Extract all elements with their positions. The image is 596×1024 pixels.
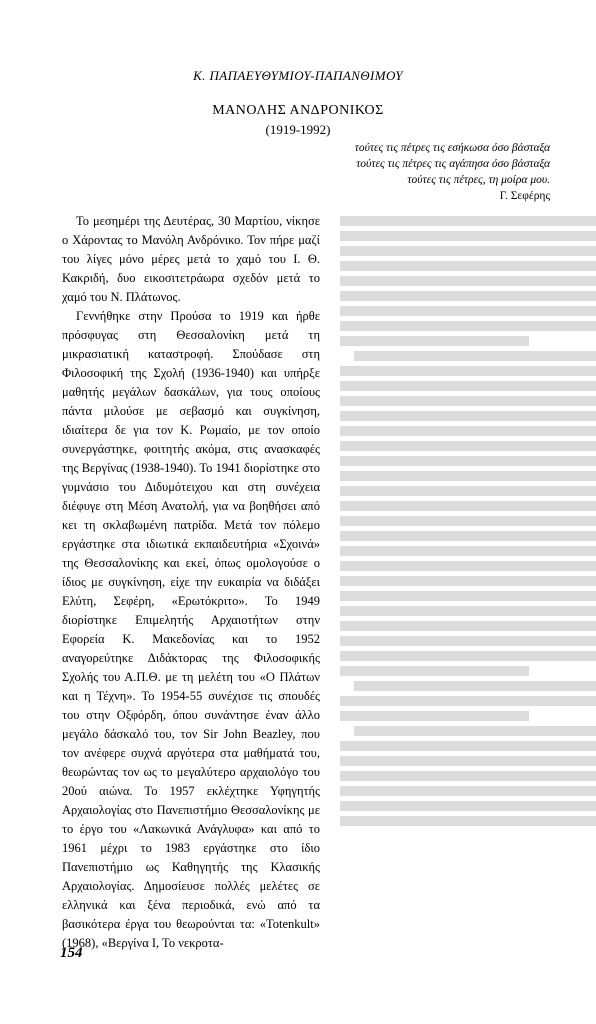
left-column bbox=[62, 212, 320, 953]
text-line bbox=[340, 801, 596, 811]
text-line bbox=[340, 471, 596, 481]
text-line bbox=[340, 336, 529, 346]
text-line bbox=[340, 246, 596, 256]
text-line bbox=[340, 741, 596, 751]
text-line bbox=[340, 426, 596, 436]
text-line bbox=[340, 546, 596, 556]
text-line bbox=[340, 231, 596, 241]
text-line bbox=[340, 651, 596, 661]
text-line bbox=[354, 681, 596, 691]
paragraph-block bbox=[340, 216, 596, 346]
text-line bbox=[354, 726, 596, 736]
text-line bbox=[340, 666, 529, 676]
text-line bbox=[340, 411, 596, 421]
text-line bbox=[340, 606, 596, 616]
text-line bbox=[340, 516, 596, 526]
text-line bbox=[340, 396, 596, 406]
text-line bbox=[340, 441, 596, 451]
text-line bbox=[340, 561, 596, 571]
text-line bbox=[340, 306, 596, 316]
paragraph: Το μεσημέρι της Δευτέρας, 30 Μαρτίου, νίκησε ο Χάροντας το Μανόλη Ανδρόνικο. Τον πήρε μαζί του λίγες μόνο μέρες μετά το χαμό του Ι. Θ. Κακριδή, δυο εικοσιτετράωρα σχεδόν μετά το χαμό του Ν. Πλάτωνος. bbox=[62, 214, 320, 304]
epigraph-line: τούτες τις πέτρες τις εσήκωσα όσο βάσταξα bbox=[354, 142, 550, 154]
text-line bbox=[340, 756, 596, 766]
text-line bbox=[340, 576, 596, 586]
epigraph-line: τούτες τις πέτρες, τη μοίρα μου. bbox=[407, 174, 550, 186]
text-line bbox=[340, 501, 596, 511]
text-line bbox=[340, 771, 596, 781]
paragraph-block bbox=[340, 726, 596, 826]
paragraph: Γεννήθηκε στην Προύσα το 1919 και ήρθε πρόσφυγας στη Θεσσαλονίκη μετά τη μικρασιατική καταστροφή. Σπούδασε στη Φιλοσοφική της Σχολή (1936-1940) και υπήρξε μαθητής μεγάλων δασκάλων, για τους οποίους πάντα μιλούσε με σεβασμό και συγκίνηση, ιδιαίτερα δε για τον Κ. Ρωμαίο, με τον οποίο συνεργάστηκε, φοιτητής ακόμα, στις ανασκαφές της Βεργίνας (1938-1940). Το 1941 διορίστηκε στο γυμνάσιο του Διδυμότειχου και στη συνέχεια διέφυγε στη Μέση Ανατολή, για να βοηθήσει από κει τη σκλαβωμένη πατρίδα. Μετά τον πόλεμο εργάστηκε στα ιδιωτικά εκπαιδευτήρια «Σχοινά» της Θεσσαλονίκης και εκεί, όπως ομολογούσε ο ίδιος με συγκίνηση, είχε την ευκαιρία να διδάξει Ελύτη, Σεφέρη, «Ερωτόκριτο». Το 1949 διορίστηκε Επιμελητής Αρχαιοτήτων στην Εφορεία Κ. Μακεδονίας και το 1952 αναγορεύτηκε Διδάκτορας της Φιλοσοφικής Σχολής του Α.Π.Θ. με τη μελέτη του «Ο Πλάτων και η Τέχνη». Το 1954-55 συνέχισε τις σπουδές του στην Οξφόρδη, όπου συνάντησε έναν άλλο μεγάλο δάσκαλό του, τον Sir John Beazley, που τον ανέφερε συχνά αργότερα στα μαθήματά του, θεωρώντας τον ως το μεγαλύτερο αρχαιολόγο του 20ού αιώνα. Το 1957 εκλέχτηκε Υφηγητής Αρχαιολογίας στο Πανεπιστήμιο Θεσσαλονίκης με το έργο του «Λακωνικά Ανάγλυφα» και από το 1961 μέχρι το 1983 εργάστηκε στο ίδιο Πανεπιστήμιο ως Καθηγητής της Κλασικής Αρχαιολογίας. Δημοσίευσε πολλές μελέτες σε ελληνικά και ξένα περιοδικά, ενώ από τα βασικότερα έργα του θεωρούνται τα: «Totenkult» (1968), «Βεργίνα Ι, Το νεκροτα- bbox=[62, 309, 320, 950]
running-header: Κ. ΠΑΠΑΕΥΘΥΜΙΟΥ-ΠΑΠΑΝΘΙΜΟΥ bbox=[193, 68, 403, 83]
text-line bbox=[340, 261, 596, 271]
text-line bbox=[340, 291, 596, 301]
text-line bbox=[340, 366, 596, 376]
text-line bbox=[340, 486, 596, 496]
paragraph-block bbox=[340, 681, 596, 721]
text-line bbox=[354, 351, 596, 361]
text-line bbox=[340, 381, 596, 391]
article-title: ΜΑΝΟΛΗΣ ΑΝΔΡΟΝΙΚΟΣ bbox=[212, 103, 384, 118]
article-dates: (1919-1992) bbox=[265, 122, 331, 137]
text-line bbox=[340, 531, 596, 541]
right-column bbox=[340, 212, 596, 831]
text-line bbox=[340, 786, 596, 796]
paragraph-block bbox=[340, 351, 596, 676]
text-line bbox=[340, 276, 596, 286]
text-line bbox=[340, 636, 596, 646]
text-line bbox=[340, 696, 596, 706]
epigraph-line: τούτες τις πέτρες τις αγάπησα όσο βάσταξα bbox=[356, 158, 550, 170]
epigraph-author: Γ. Σεφέρης bbox=[499, 190, 550, 202]
epigraph bbox=[250, 140, 550, 204]
text-line bbox=[340, 711, 529, 721]
text-line bbox=[340, 621, 596, 631]
text-line bbox=[340, 591, 596, 601]
text-line bbox=[340, 216, 596, 226]
text-line bbox=[340, 321, 596, 331]
page-number: 154 bbox=[60, 945, 83, 961]
text-line bbox=[340, 816, 596, 826]
text-line bbox=[340, 456, 596, 466]
